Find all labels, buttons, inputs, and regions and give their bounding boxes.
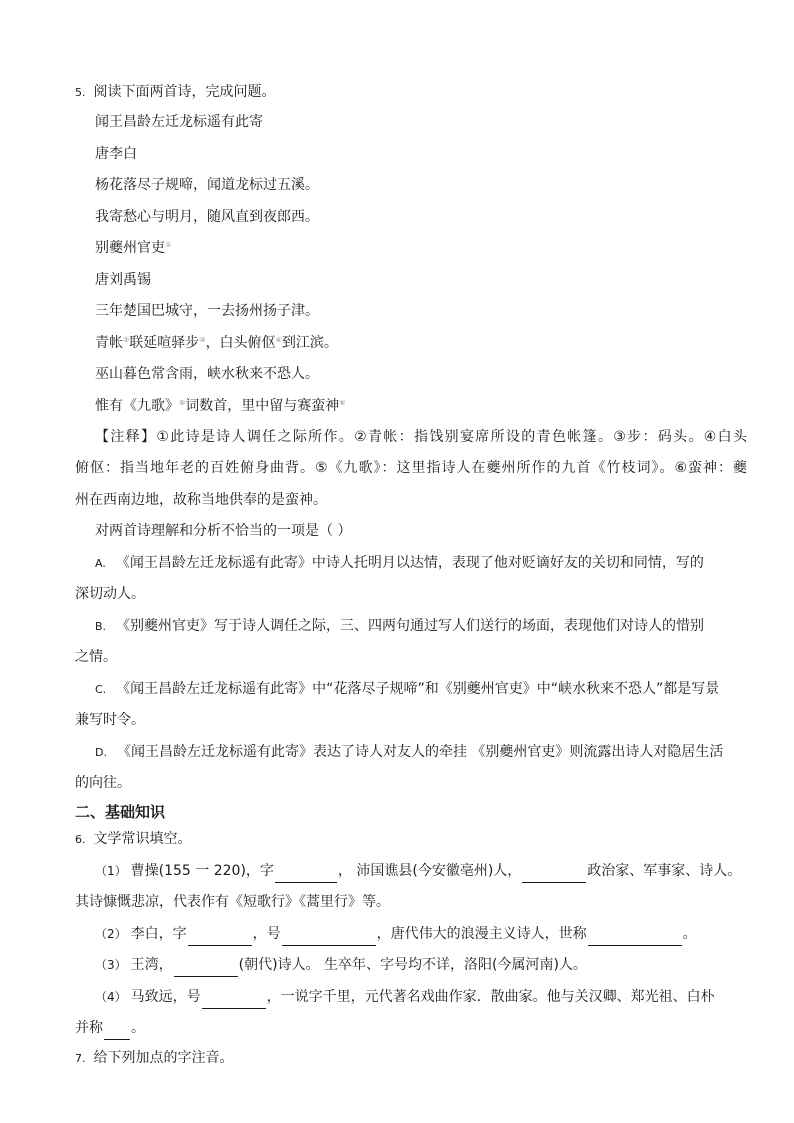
option-a-label: A.: [95, 557, 106, 570]
q5-number: 5.: [75, 86, 86, 99]
poem2-line-4-part: 惟有《九歌》: [95, 398, 179, 414]
poem2-line-2-part: ，白头俯伛: [205, 335, 276, 351]
q6-item-3-text: (朝代)诗人。 生卒年、字号均不详，洛阳(今属河南)人。: [238, 957, 587, 973]
q6-item-1-label: （1）: [95, 864, 127, 878]
q6-item-2-text: ，唐代伟大的浪漫主义诗人，世称: [376, 926, 587, 942]
poem2-line-3: 巫山暮色常含雨，峡水秋来不恐人。: [95, 366, 319, 382]
q7-header: [0, 1046, 794, 1070]
q5-header: [0, 80, 794, 104]
q6-item-2: [0, 922, 794, 946]
q6-item-3-text: 王湾，: [130, 957, 173, 973]
poem2-line-2-part: 联延喧驿步: [129, 335, 200, 351]
q6-item-1-text: 曹操(155 一 220)，字: [130, 863, 274, 879]
fill-blank[interactable]: [202, 992, 266, 1009]
q6-header: [0, 827, 794, 851]
option-d-cont: 的向往。: [75, 775, 131, 791]
q6-item-1: [0, 859, 794, 883]
q6-item-2-text: 李白，字: [130, 926, 187, 942]
poem2-line-2-part: 到江滨。: [281, 335, 338, 351]
option-c-text: 《闻王昌龄左迁龙标遥有此寄》中“花落尽子规啼”和《别夔州官吏》中“峡水秋来不恐人”都是写景: [116, 681, 720, 697]
q6-item-4: [0, 985, 794, 1009]
option-c-cont: 兼写时令。: [75, 712, 145, 728]
option-a-cont: 深切动人。: [75, 586, 145, 602]
option-b-label: B.: [95, 620, 107, 633]
poem1-line-1: 杨花落尽子规啼，闻道龙标过五溪。: [95, 177, 319, 193]
fill-blank[interactable]: [282, 929, 376, 946]
footnote-marker: ②: [123, 336, 130, 344]
poem1-line-2: 我寄愁心与明月，随风直到夜郎西。: [95, 209, 319, 225]
q6-number: 6.: [75, 833, 86, 846]
poem1-title: 闻王昌龄左迁龙标遥有此寄: [95, 114, 263, 130]
q6-item-3-label: （3）: [95, 958, 127, 972]
fill-blank[interactable]: [522, 866, 586, 883]
poem2-line-4: [0, 394, 794, 418]
notes-text: 【注释】①此诗是诗人调任之际所作。②青帐：指饯别宴席所设的青色帐篷。③步：码头。④白头: [95, 429, 747, 445]
poem2-line-2: [0, 331, 794, 355]
poem2-title: [0, 236, 794, 260]
notes-text: 俯伛：指当地年老的百姓俯身曲背。⑤《九歌》：这里指诗人在夔州所作的九首《竹枝词》。⑥蛮神：夔: [75, 460, 747, 476]
fill-blank[interactable]: [588, 929, 682, 946]
q6-item-4-text: 。: [131, 1020, 145, 1036]
q6-prompt: 文学常识填空。: [93, 831, 192, 847]
q7-number: 7.: [75, 1052, 86, 1065]
fill-blank[interactable]: [188, 929, 252, 946]
fill-blank[interactable]: [104, 1023, 130, 1040]
q5-prompt: 阅读下面两首诗，完成问题。: [93, 84, 276, 100]
notes-line-2: [0, 456, 794, 480]
footnote-marker: ③: [199, 336, 206, 344]
option-d[interactable]: [0, 740, 794, 764]
q5-stem: 对两首诗理解和分析不恰当的一项是（ ）: [95, 523, 352, 539]
poem1-author: 唐李白: [95, 146, 137, 162]
q6-item-1-text: 政治家、军事家、诗人。: [587, 863, 742, 879]
notes-line-3: 州在西南边地，故称当地供奉的是蛮神。: [75, 492, 327, 508]
option-c-label: C.: [95, 683, 107, 696]
q6-item-4-text: 马致远，号: [130, 989, 201, 1005]
footnote-marker: ④: [275, 336, 282, 344]
q6-item-1-cont: 其诗慷慨悲凉，代表作有《短歌行》《蒿里行》等。: [75, 894, 390, 910]
q6-item-2-text: 。: [682, 926, 697, 942]
poem2-line-1: 三年楚国巴城守，一去扬州扬子津。: [95, 303, 319, 319]
option-d-text: 《闻王昌龄左迁龙标遥有此寄》表达了诗人对友人的牵挂 《别夔州官吏》则流露出诗人对隐居生活: [116, 744, 724, 760]
fill-blank[interactable]: [275, 866, 337, 883]
option-c[interactable]: [0, 677, 794, 701]
poem2-line-4-part: 词数首，里中留与赛蛮神: [185, 398, 340, 414]
option-d-label: D.: [95, 746, 107, 759]
option-b[interactable]: [0, 614, 794, 638]
q6-item-3: [0, 953, 794, 977]
footnote-marker: ①: [165, 241, 172, 249]
option-a-text: 《闻王昌龄左迁龙标遥有此寄》中诗人托明月以达情，表现了他对贬谪好友的关切和同情，写的: [115, 555, 704, 571]
poem2-line-2-part: 青帐: [95, 335, 123, 351]
footnote-marker: ⑤: [179, 399, 186, 407]
section-heading: 二、基础知识: [75, 803, 166, 821]
poem2-title-text: 别夔州官吏: [95, 240, 165, 256]
q6-item-1-text: ， 沛国谯县(今安徽亳州)人，: [337, 863, 522, 879]
q6-item-4-text: 并称: [75, 1020, 103, 1036]
fill-blank[interactable]: [174, 960, 238, 977]
notes-line-1: [0, 425, 794, 449]
option-b-text: 《别夔州官吏》写于诗人调任之际，三、四两句通过写人们送行的场面，表现他们对诗人的惜别: [116, 618, 705, 634]
q6-item-2-text: ，号: [252, 926, 281, 942]
q6-item-2-label: （2）: [95, 927, 127, 941]
q6-item-4-label: （4）: [95, 990, 127, 1004]
q6-item-4-cont: [0, 1016, 794, 1040]
q7-prompt: 给下列加点的字注音。: [93, 1050, 234, 1066]
option-a[interactable]: [0, 551, 794, 575]
option-b-cont: 之情。: [75, 649, 117, 665]
footnote-marker: ⑥: [339, 399, 346, 407]
poem2-author: 唐刘禹锡: [95, 272, 151, 288]
q6-item-4-text: ，一说字千里，元代著名戏曲作家．散曲家。他与关汉卿、郑光祖、白朴: [266, 989, 715, 1005]
